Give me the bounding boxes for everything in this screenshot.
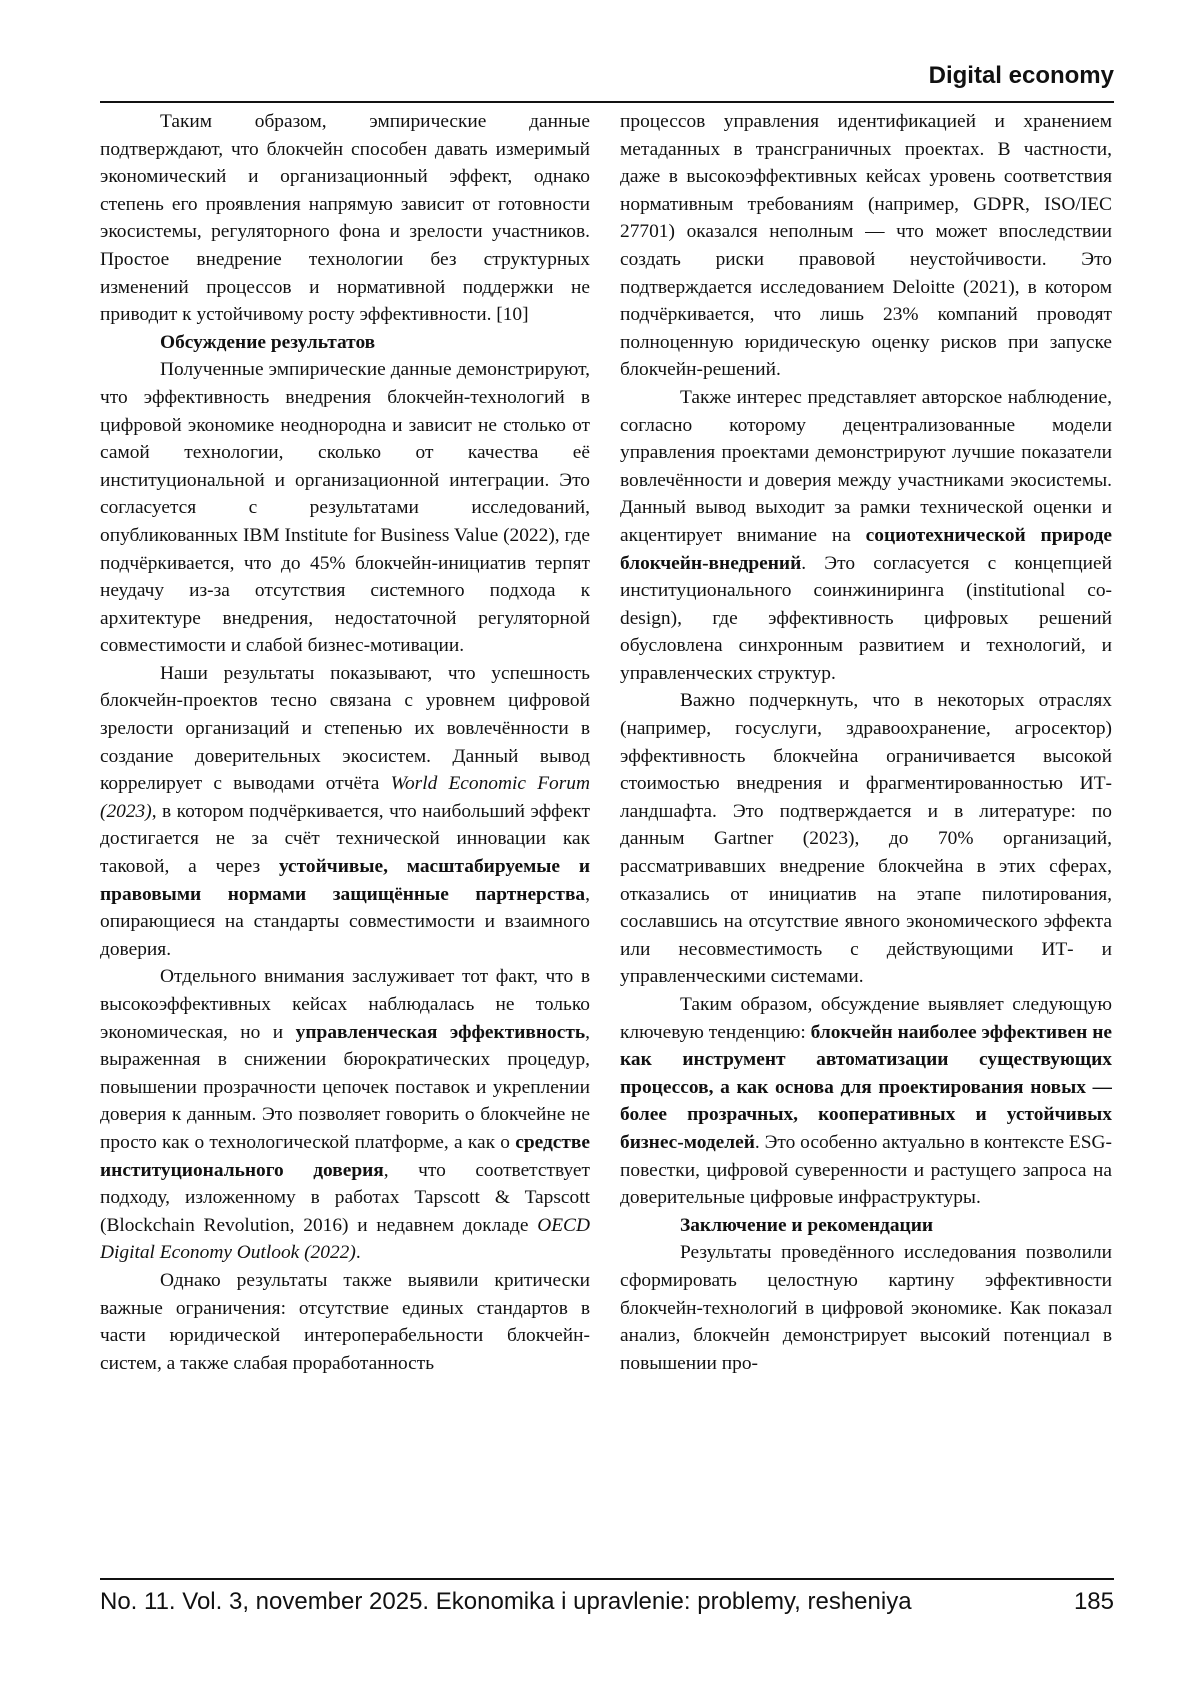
journal-info: No. 11. Vol. 3, november 2025. Ekonomika i upravlenie: problemy, resheniya — [100, 1588, 912, 1615]
emphasis-bold: управленческая эффективность — [295, 1021, 586, 1043]
paragraph: Полученные эмпирические данные демонстрируют, что эффективность внедрения блокчейн-технологий в цифровой экономике неоднородна и зависит не столько от самой технологии, сколько от качества её институциональной и организационной интеграции. Это согласуется с результатами исследований, опубликованных IBM Institute for Business Value (2022), где подчёркивается, что до 45% блокчейн-инициатив терпят неудачу из-за отсутствия системного подхода к архитектуре внедрения, недостаточной регуляторной совместимости и слабой бизнес-мотивации. — [100, 359, 590, 657]
section-title: Digital economy — [928, 62, 1114, 89]
emphasis-bold: блокчейн наиболее эффективен не как инструмент автоматизации существующих процессов, а как основа для проектирования новых — более прозрачных, кооперативных и устойчивых бизнес-моделей — [620, 1021, 1112, 1153]
emphasis-bold: устойчивые, масштабируемые и правовыми нормами защищённые партнерства — [100, 856, 590, 905]
paragraph: Также интерес представляет авторское наблюдение, согласно которому децентрализованные модели управления проектами демонстрируют лучшие показатели вовлечённости и доверия между участниками экосистемы. Данный вывод выходит за рамки технической оценки и акцентирует внимание на социотехнической природе блокчейн-внедрений. Это согласуется с концепцией институционального соинжиниринга (institutional co-design), где эффективность цифровых решений обусловлена синхронным развитием и технологий, и управленческих структур. — [620, 386, 1112, 684]
page-number: 185 — [1073, 1588, 1114, 1615]
paragraph: Однако результаты также выявили критически важные ограничения: отсутствие единых стандартов в части юридической интероперабельности блокчейн-систем, а также слабая проработанность — [100, 1269, 590, 1374]
paragraph-continued: процессов управления идентификацией и хранением метаданных в трансграничных проектах. В частности, даже в высокоэффективных кейсах уровень соответствия нормативным требованиям (например, GDPR, ISO/IEC 27701) оказался неполным — что может впоследствии создать риски правовой неустойчивости. Это подтверждается исследованием Deloitte (2021), в котором подчёркивается, что лишь 23% компаний проводят полноценную юридическую оценку рисков при запуске блокчейн-решений. — [620, 111, 1112, 381]
section-heading-conclusion: Заключение и рекомендации — [680, 1214, 934, 1236]
paragraph: Результаты проведённого исследования позволили сформировать целостную картину эффективности блокчейн-технологий в цифровой экономике. Как показал анализ, блокчейн демонстрирует высокий потенциал в повышении про- — [620, 1242, 1112, 1374]
emphasis-bold: социотехнической природе блокчейн-внедрений — [620, 524, 1112, 574]
citation-italic: World Economic Forum (2023) — [100, 773, 590, 822]
citation-italic: OECD Digital Economy Outlook (2022) — [100, 1214, 590, 1264]
right-column — [620, 108, 1112, 1570]
section-heading-discussion: Обсуждение результатов — [160, 331, 376, 353]
paragraph: Таким образом, обсуждение выявляет следующую ключевую тенденцию: блокчейн наиболее эффективен не как инструмент автоматизации существующих процессов, а как основа для проектирования новых — более прозрачных, кооперативных и устойчивых бизнес-моделей. Это особенно актуально в контексте ESG-повестки, цифровой суверенности и растущего запроса на доверительные цифровые инфраструктуры. — [620, 994, 1112, 1209]
left-column — [100, 108, 590, 1570]
footer-rule — [100, 1578, 1114, 1580]
paragraph: Важно подчеркнуть, что в некоторых отраслях (например, госуслуги, здравоохранение, агросектор) эффективность блокчейна ограничивается высокой стоимостью внедрения и фрагментированностью ИТ-ландшафта. Это подтверждается и в литературе: по данным Gartner (2023), до 70% организаций, рассматривавших внедрение блокчейна в этих сферах, отказались от инициатив на этапе пилотирования, сославшись на отсутствие явного экономического эффекта или несовместимость с действующими ИТ- и управленческими системами. — [620, 690, 1112, 988]
emphasis-bold: средстве институционального доверия — [100, 1131, 590, 1181]
paragraph: Отдельного внимания заслуживает тот факт, что в высокоэффективных кейсах наблюдалась не только экономическая, но и управленческая эффективность, выраженная в снижении бюрократических процедур, повышении прозрачности цепочек поставок и укреплении доверия к данным. Это позволяет говорить о блокчейне не просто как о технологической платформе, а как о средстве институционального доверия, что соответствует подходу, изложенному в работах Tapscott & Tapscott (Blockchain Revolution, 2016) и недавнем докладе OECD Digital Economy Outlook (2022). — [100, 966, 590, 1264]
header-rule — [100, 101, 1114, 103]
paragraph: Таким образом, эмпирические данные подтверждают, что блокчейн способен давать измеримый экономический и организационный эффект, однако степень его проявления напрямую зависит от готовности экосистемы, регуляторного фона и зрелости участников. Простое внедрение технологии без структурных изменений процессов и нормативной поддержки не приводит к устойчивому росту эффективности. [10] — [100, 111, 590, 326]
paragraph: Наши результаты показывают, что успешность блокчейн-проектов тесно связана с уровнем цифровой зрелости организаций и степенью их вовлечённости в создание доверительных экосистем. Данный вывод коррелирует с выводами отчёта World Economic Forum (2023), в котором подчёркивается, что наибольший эффект достигается не за счёт технической инновации как таковой, а через устойчивые, масштабируемые и правовыми нормами защищённые партнерства, опирающиеся на стандарты совместимости и взаимного доверия. — [100, 662, 590, 960]
